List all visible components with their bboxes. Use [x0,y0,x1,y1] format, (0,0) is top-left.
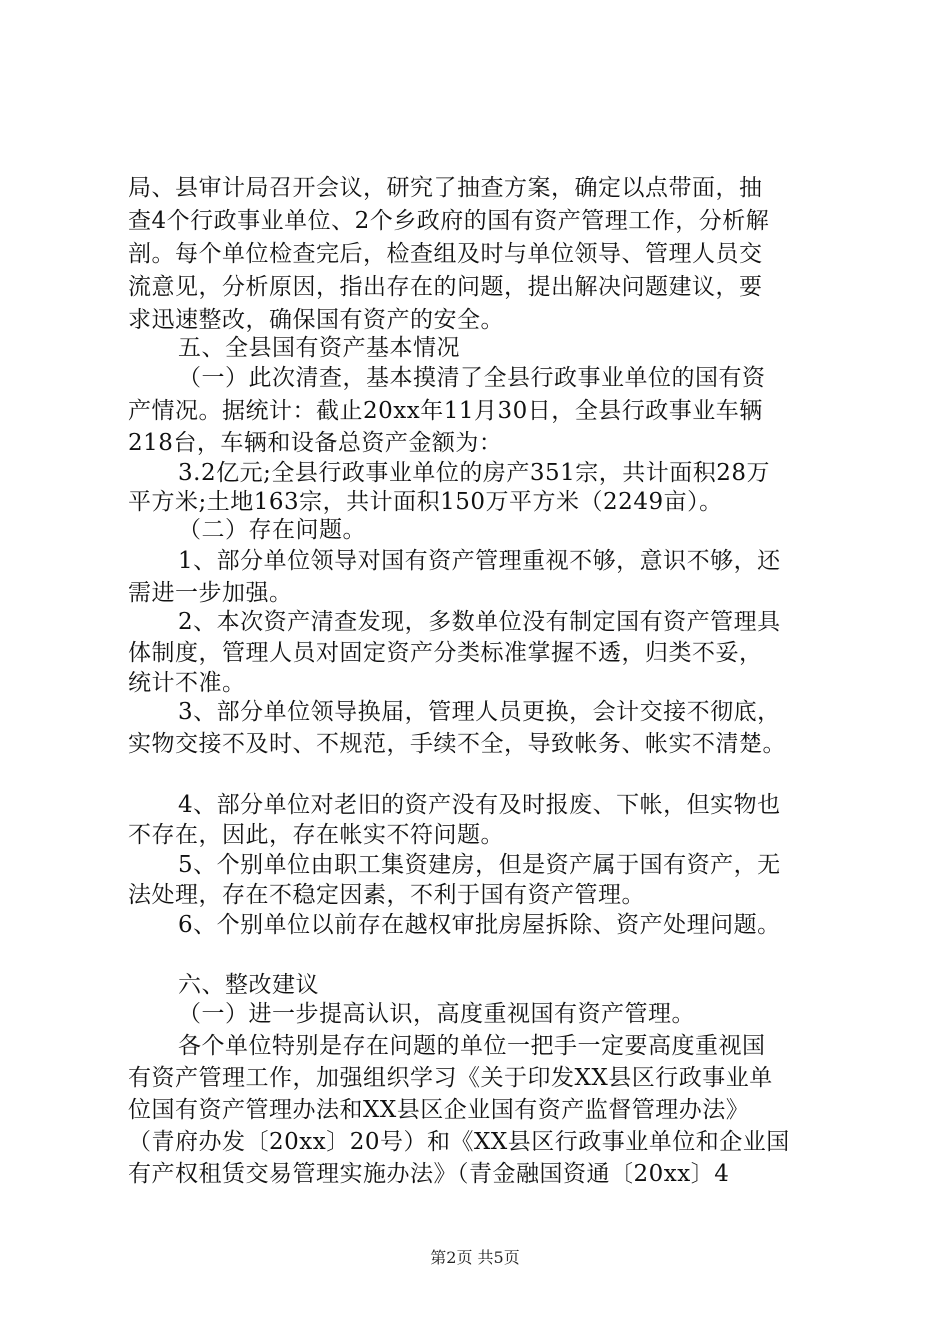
body-line-15: 2、本次资产清查发现，多数单位没有制定国有资产管理具 [178,609,781,635]
body-line-20: 4、部分单位对老旧的资产没有及时报废、下帐，但实物也 [178,792,781,818]
page-number-footer: 第2页 共5页 [430,1248,520,1267]
body-line-13: 1、部分单位领导对国有资产管理重视不够，意识不够，还 [178,548,781,574]
subsection-heading-2: （二）存在问题。 [178,517,366,543]
subsection-heading-6-1: （一）进一步提高认识，高度重视国有资产管理。 [178,1001,695,1027]
body-line-22: 5、个别单位由职工集资建房，但是资产属于国有资产，无 [178,852,781,878]
body-line-8: 产情况。据统计：截止20xx年11月30日，全县行政事业车辆 [128,398,763,424]
body-line-16: 体制度，管理人员对固定资产分类标准掌握不透，归类不妥， [128,640,763,666]
section-heading-5: 五、全县国有资产基本情况 [178,335,460,361]
body-line-4: 流意见，分析原因，指出存在的问题，提出解决问题建议，要 [128,274,763,300]
body-line-7: （一）此次清查，基本摸清了全县行政事业单位的国有资 [178,365,766,391]
body-line-27: 各个单位特别是存在问题的单位一把手一定要高度重视国 [178,1033,766,1059]
body-line-10: 3.2亿元;全县行政事业单位的房产351宗，共计面积28万 [178,460,770,486]
body-line-5: 求迅速整改，确保国有资产的安全。 [128,307,504,333]
body-line-17: 统计不准。 [128,670,246,696]
body-line-30: （青府办发〔20xx〕20号）和《XX县区行政事业单位和企业国 [128,1129,790,1155]
body-line-14: 需进一步加强。 [128,580,293,606]
section-heading-6: 六、整改建议 [178,972,319,998]
body-line-3: 剖。每个单位检查完后，检查组及时与单位领导、管理人员交 [128,241,763,267]
body-line-29: 位国有资产管理办法和XX县区企业国有资产监督管理办法》 [128,1097,750,1123]
body-line-28: 有资产管理工作，加强组织学习《关于印发XX县区行政事业单 [128,1065,773,1091]
body-line-19: 实物交接不及时、不规范，手续不全，导致帐务、帐实不清楚。 [128,731,786,757]
body-line-31: 有产权租赁交易管理实施办法》（青金融国资通〔20xx〕4 [128,1161,730,1187]
body-line-11: 平方米;土地163宗，共计面积150万平方米（2249亩）。 [128,489,723,515]
body-line-9: 218台，车辆和设备总资产金额为： [128,430,503,456]
body-line-23: 法处理，存在不稳定因素，不利于国有资产管理。 [128,882,645,908]
body-line-24: 6、个别单位以前存在越权审批房屋拆除、资产处理问题。 [178,912,781,938]
body-line-18: 3、部分单位领导换届，管理人员更换，会计交接不彻底， [178,699,781,725]
body-line-21: 不存在，因此，存在帐实不符问题。 [128,822,504,848]
body-line-2: 查4个行政事业单位、2个乡政府的国有资产管理工作，分析解 [128,208,770,234]
body-line-1: 局、县审计局召开会议，研究了抽查方案，确定以点带面，抽 [128,175,763,201]
